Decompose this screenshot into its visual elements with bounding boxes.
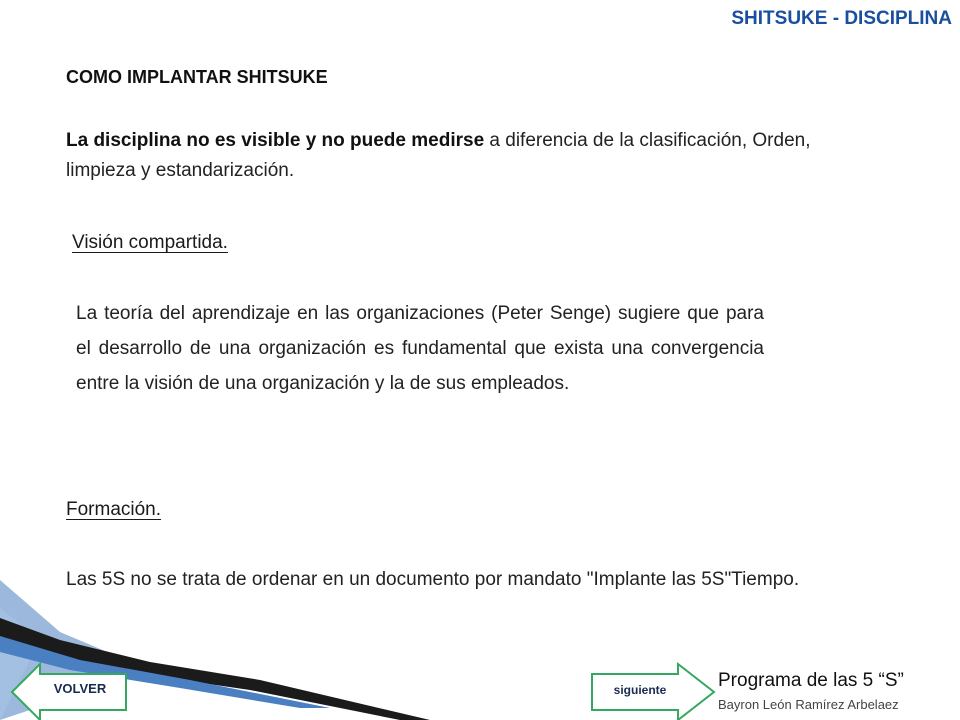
back-button-label: VOLVER xyxy=(53,681,107,696)
intro-text: a diferencia de la clasificación, Orden, limpieza y estandarización. xyxy=(66,130,811,181)
back-button[interactable] xyxy=(10,660,128,720)
program-name: Programa de las 5 “S” xyxy=(718,670,904,691)
training-heading: Formación. xyxy=(66,499,162,520)
vision-heading: Visión compartida. xyxy=(72,232,228,253)
author-name: Bayron León Ramírez Arbelaez xyxy=(718,697,899,712)
vision-paragraph: La teoría del aprendizaje en las organizaciones (Peter Senge) sugiere que para el desarrollo de una organización es fundamental que exista una convergencia entre la visión de una organización y la de sus empleados. xyxy=(76,303,764,394)
intro-paragraph xyxy=(66,126,866,186)
section-heading: COMO IMPLANTAR SHITSUKE xyxy=(66,67,328,87)
next-button[interactable] xyxy=(590,660,716,720)
training-paragraph: Las 5S no se trata de ordenar en un documento por mandato "Implante las 5S"Tiempo. xyxy=(66,569,800,590)
next-button-label: siguiente xyxy=(613,683,667,697)
intro-bold-text: La disciplina no es visible y no puede medirse xyxy=(66,130,485,151)
slide-title: SHITSUKE - DISCIPLINA xyxy=(731,8,952,29)
